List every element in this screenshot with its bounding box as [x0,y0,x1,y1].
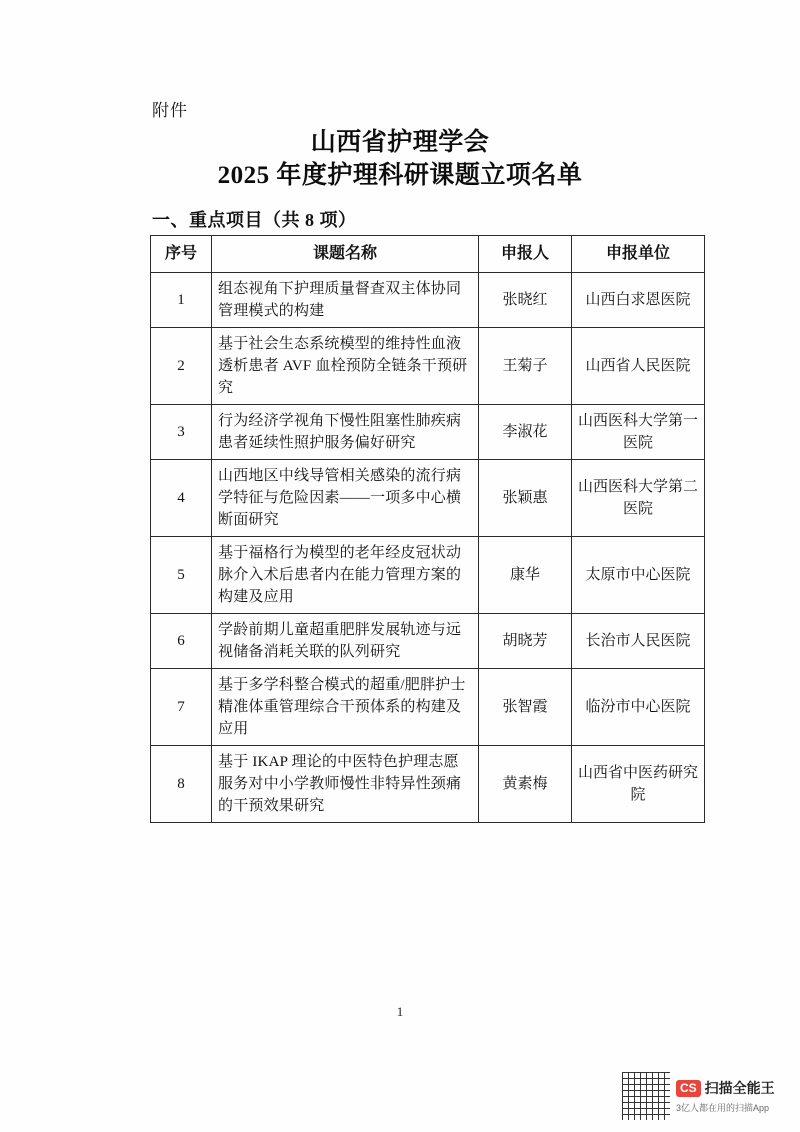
cell-title: 基于多学科整合模式的超重/肥胖护士精准体重管理综合干预体系的构建及应用 [212,669,479,746]
cell-unit: 太原市中心医院 [572,537,705,614]
cell-no: 6 [151,614,212,669]
watermark-main [676,1078,775,1098]
scanner-watermark [622,1070,782,1122]
cell-unit: 临汾市中心医院 [572,669,705,746]
cell-title: 学龄前期儿童超重肥胖发展轨迹与远视储备消耗关联的队列研究 [212,614,479,669]
cell-applicant: 黄素梅 [479,746,572,823]
table-row [151,537,705,614]
cell-no: 4 [151,460,212,537]
cell-unit: 山西医科大学第二医院 [572,460,705,537]
table-row [151,460,705,537]
table-row [151,614,705,669]
header-applicant: 申报人 [479,236,572,273]
cell-no: 8 [151,746,212,823]
section-heading: 一、重点项目（共 8 项） [152,210,357,230]
project-list-table [150,235,705,823]
cell-title: 基于 IKAP 理论的中医特色护理志愿服务对中小学教师慢性非特异性颈痛的干预效果研究 [212,746,479,823]
cell-title: 行为经济学视角下慢性阻塞性肺疾病患者延续性照护服务偏好研究 [212,405,479,460]
qr-code-icon [622,1072,670,1120]
header-unit: 申报单位 [572,236,705,273]
cell-no: 3 [151,405,212,460]
page-number: 1 [396,1004,404,1019]
attachment-label: 附件 [152,101,188,120]
cell-title: 基于福格行为模型的老年经皮冠状动脉介入术后患者内在能力管理方案的构建及应用 [212,537,479,614]
header-title: 课题名称 [212,236,479,273]
cell-no: 1 [151,273,212,328]
table-row [151,746,705,823]
cell-applicant: 康华 [479,537,572,614]
watermark-text [676,1078,775,1114]
cell-no: 5 [151,537,212,614]
cell-applicant: 李淑花 [479,405,572,460]
header-no: 序号 [151,236,212,273]
cell-applicant: 胡晓芳 [479,614,572,669]
watermark-title: 扫描全能王 [704,1080,775,1096]
page-title [140,126,660,192]
cell-applicant: 张颖惠 [479,460,572,537]
table-row [151,328,705,405]
cell-no: 2 [151,328,212,405]
cell-no: 7 [151,669,212,746]
watermark-subtitle: 3亿人都在用的扫描App [676,1103,770,1113]
table-header-row [151,236,705,273]
table-row [151,405,705,460]
cell-title: 山西地区中线导管相关感染的流行病学特征与危险因素——一项多中心横断面研究 [212,460,479,537]
table-row [151,669,705,746]
cell-unit: 山西省人民医院 [572,328,705,405]
cell-applicant: 张智霞 [479,669,572,746]
camscanner-badge: CS [676,1080,701,1097]
cell-applicant: 张晓红 [479,273,572,328]
cell-title: 组态视角下护理质量督查双主体协同管理模式的构建 [212,273,479,328]
cell-applicant: 王菊子 [479,328,572,405]
table-row [151,273,705,328]
cell-title: 基于社会生态系统模型的维持性血液透析患者 AVF 血栓预防全链条干预研究 [212,328,479,405]
cell-unit: 山西白求恩医院 [572,273,705,328]
title-line-2: 2025 年度护理科研课题立项名单 [217,162,583,189]
title-line-1: 山西省护理学会 [310,129,490,156]
cell-unit: 山西省中医药研究院 [572,746,705,823]
cell-unit: 山西医科大学第一医院 [572,405,705,460]
cell-unit: 长治市人民医院 [572,614,705,669]
